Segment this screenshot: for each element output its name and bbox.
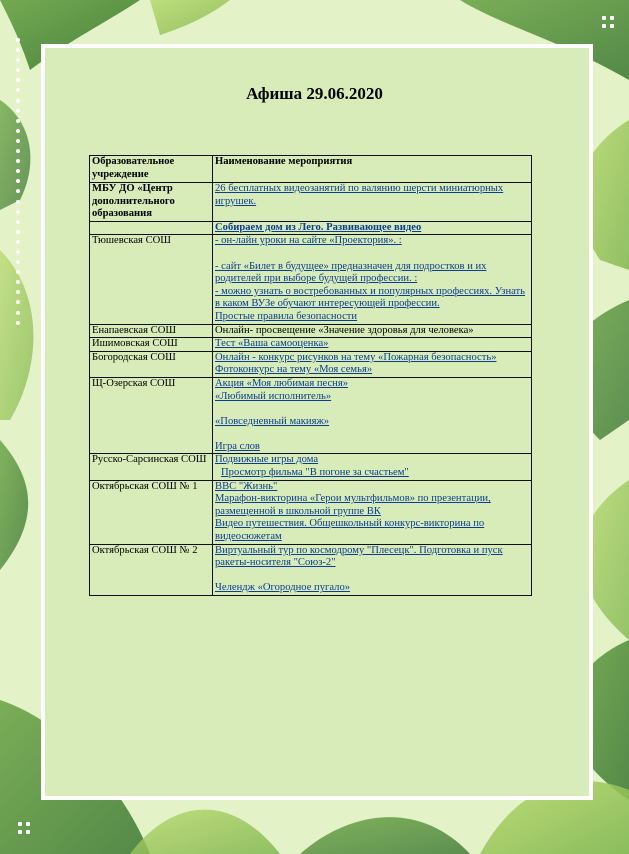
header-event: Наименование мероприятия — [213, 156, 532, 183]
event-link[interactable]: Челендж «Огородное пугало» — [215, 582, 351, 594]
school-cell: Ишимовская СОШ — [90, 338, 213, 352]
event-link[interactable]: Игра слов — [215, 440, 260, 452]
school-cell: Русско-Сарсинская СОШ — [90, 454, 213, 480]
event-cell — [213, 377, 532, 454]
event-link[interactable]: Просмотр фильма "В погоне за счастьем" — [221, 467, 409, 479]
event-link[interactable]: - он-лайн уроки на сайте «Проектория». : — [215, 235, 402, 247]
corner-dots-bottom-left — [18, 822, 32, 836]
school-cell: Енапаевская СОШ — [90, 324, 213, 338]
table-row — [90, 324, 532, 338]
page-title: Афиша 29.06.2020 — [246, 84, 383, 103]
table-row — [90, 338, 532, 352]
event-link[interactable]: Онлайн - конкурс рисунков на тему «Пожарная безопасность» — [215, 351, 497, 363]
event-link[interactable]: - сайт «Билет в будущее» предназначен для подростков и их родителей при выборе будущей профессии. : — [215, 260, 487, 285]
event-link[interactable]: Виртуальный тур по космодрому "Плесецк". Подготовка и пуск ракеты-носителя "Союз-2" — [215, 544, 503, 569]
event-link[interactable]: Видео путешествия. Общешкольный конкурс-викторина по видеосюжетам — [215, 518, 485, 543]
event-cell — [213, 338, 532, 352]
event-link[interactable]: Акция «Моя любимая песня» — [215, 377, 349, 389]
event-link[interactable]: «Любимый исполнитель» — [215, 390, 332, 402]
event-link[interactable]: BBC "Жизнь" — [215, 480, 278, 492]
event-link[interactable]: - можно узнать о востребованных и популярных профессиях. Узнать в каком ВУЗе обучают интересующей профессии. — [215, 285, 526, 310]
event-cell — [213, 324, 532, 338]
table-row — [90, 351, 532, 377]
event-cell — [213, 454, 532, 480]
event-text: Онлайн- просвещение «Значение здоровья для человека» — [215, 324, 474, 336]
school-cell: Октябрьская СОШ № 1 — [90, 480, 213, 544]
school-cell: МБУ ДО «Центр дополнительного образования — [90, 183, 213, 222]
table-row — [90, 544, 532, 595]
event-link[interactable]: Марафон-викторина «Герои мультфильмов» по презентации, размещенной в школьной группе ВК — [215, 493, 491, 517]
event-cell — [213, 183, 532, 222]
table-header-row — [90, 156, 532, 183]
event-link[interactable]: «Повседневный макияж» — [215, 415, 330, 427]
event-cell — [213, 235, 532, 324]
corner-dots-top-right — [602, 16, 616, 30]
table-row — [90, 480, 532, 544]
table-row — [90, 221, 532, 235]
header-school: Образовательное учреждение — [90, 156, 213, 183]
event-link[interactable]: Фотоконкурс на тему «Моя семья» — [215, 364, 373, 376]
event-cell — [213, 480, 532, 544]
school-cell: Октябрьская СОШ № 2 — [90, 544, 213, 595]
event-link[interactable]: Простые правила безопасности — [215, 310, 358, 322]
table-row — [90, 377, 532, 454]
event-link[interactable]: Тест «Ваша самооценка» — [215, 338, 329, 350]
event-link[interactable]: Подвижные игры дома — [215, 454, 319, 466]
events-table — [89, 155, 532, 596]
table-row — [90, 183, 532, 222]
school-cell: Щ-Озерская СОШ — [90, 377, 213, 454]
event-cell — [213, 351, 532, 377]
table-row — [90, 454, 532, 480]
event-link[interactable]: Собираем дом из Лего. Развивающее видео — [215, 221, 422, 233]
school-cell: Тюшевская СОШ — [90, 235, 213, 324]
event-cell — [213, 221, 532, 235]
dotted-decoration-left — [16, 38, 22, 331]
school-cell — [90, 221, 213, 235]
event-link[interactable]: 26 бесплатных видеозанятий по валянию шерсти миниатюрных игрушек. — [215, 183, 504, 207]
school-cell: Богородская СОШ — [90, 351, 213, 377]
table-row — [90, 235, 532, 324]
event-cell — [213, 544, 532, 595]
